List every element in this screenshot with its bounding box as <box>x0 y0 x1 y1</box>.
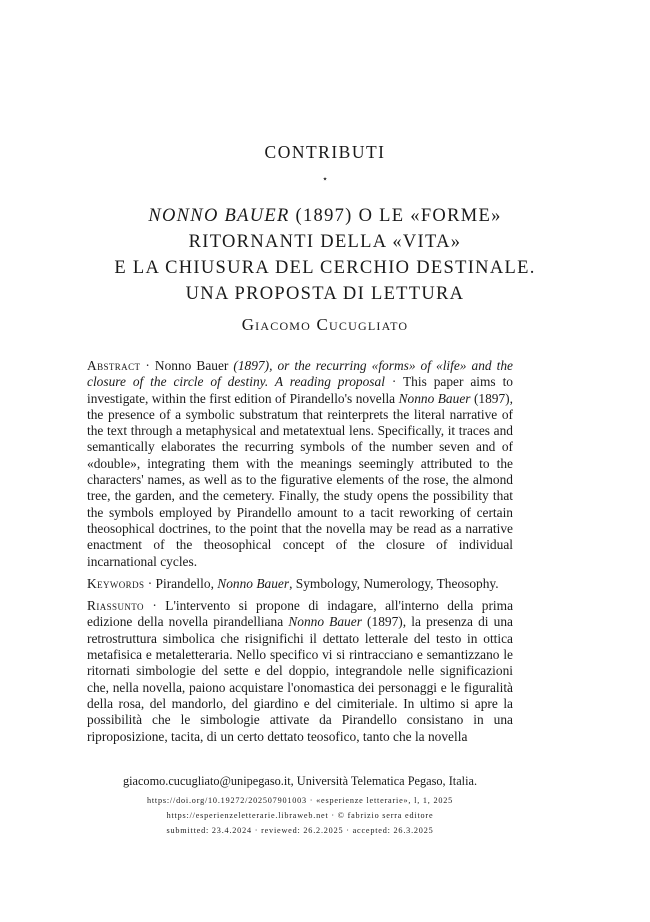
separator: · <box>144 575 156 591</box>
article-footer <box>87 773 513 838</box>
riassunto-text: L'intervento si propone di indagare, all'interno della prima edizione della novella pirandelliana <box>87 598 514 630</box>
submission-dates: submitted: 23.4.2024 · reviewed: 26.2.2025 · accepted: 26.3.2025 <box>166 826 434 835</box>
doi-line: https://doi.org/10.19272/202507901003 · «esperienze letterarie», l, 1, 2025 <box>146 796 454 805</box>
title-line-1-rest: (1897) O LE «FORME» <box>289 206 502 226</box>
abstract-text: · This paper aims to investigate, within the first edition of Pirandello's novella <box>87 374 513 406</box>
keywords-text: , Symbology, Numerology, Theosophy. <box>289 575 499 591</box>
title-line-4: UNA PROPOSTA DI LETTURA <box>185 284 465 304</box>
keywords-label: Keywords <box>87 575 145 591</box>
riassunto-work-title: Nonno Bauer <box>288 614 362 630</box>
title-line-1 <box>40 203 610 229</box>
author-name: Giacomo Cucugliato <box>241 315 409 334</box>
article-title <box>40 203 610 307</box>
section-heading: CONTRIBUTI <box>264 142 386 162</box>
abstract-text: (1897), the presence of a symbolic substratum that reinterprets the literal narrative of the text through a metaphysical and metatextual lens. Specifically, it traces and semantically elaborates the recurring symbols of the number seven and of «double», integrating them with the meanings seemingly attributed to the characters' names, as well as to the figurative elements of the rose, the almond tree, the garden, and the cemetery. Finally, the study opens the possibility that the symbols employed by Pirandello amount to a tacit reworking of certain theosophical doctrines, to the point that the novella may be read as a narrative enactment of the theosophical concept of the closure of individual incarnational cycles. <box>87 390 513 569</box>
separator: · <box>143 598 166 614</box>
publisher-line: https://esperienzeletterarie.libraweb.net · © fabrizio serra editore <box>166 811 434 820</box>
riassunto-paragraph <box>87 598 513 745</box>
star-ornament-icon: ⋆ <box>321 174 329 185</box>
abstract-english-title: (1897), or the recurring «forms» of «life» and the closure of the circle of destiny. A reading proposal <box>87 358 513 390</box>
abstract-paragraph <box>87 358 513 570</box>
abstract-label: Abstract <box>87 358 141 373</box>
riassunto-text: (1897), la presenza di una retrostruttura simbolica che risignifichi il dettato letterale del testo in ottica metafisica e metaletteraria. Nello specifico vi si rintracciano e semantizzano le ritornati simbologie del sette e del doppio, integrandole nelle significazioni che, nella novella, paiono acquistare l'onomastica dei personaggi e le figuralità della rosa, del mandorlo, del giardino e del cimiteriale. In ultimo si apre la possibilità che le simbologie attivate da Pirandello consistano in una riproposizione, tacita, di un certo dettato teosofico, tanto che la novella <box>87 614 513 744</box>
title-italic-work: NONNO BAUER <box>148 206 290 226</box>
abstract-work-title: Nonno Bauer <box>398 390 471 406</box>
abstract-text: Nonno Bauer <box>154 358 234 373</box>
riassunto-label: Riassunto <box>87 598 144 614</box>
abstract-block <box>87 358 513 745</box>
keywords-paragraph <box>87 576 513 592</box>
separator: · <box>140 358 155 373</box>
keywords-text: Pirandello, <box>155 575 218 591</box>
title-line-3: E LA CHIUSURA DEL CERCHIO DESTINALE. <box>114 258 536 278</box>
author-affiliation: giacomo.cucugliato@unipegaso.it, Università Telematica Pegaso, Italia. <box>122 774 478 788</box>
title-line-2: RITORNANTI DELLA «VITA» <box>188 232 462 252</box>
keywords-work-title: Nonno Bauer <box>217 575 290 591</box>
